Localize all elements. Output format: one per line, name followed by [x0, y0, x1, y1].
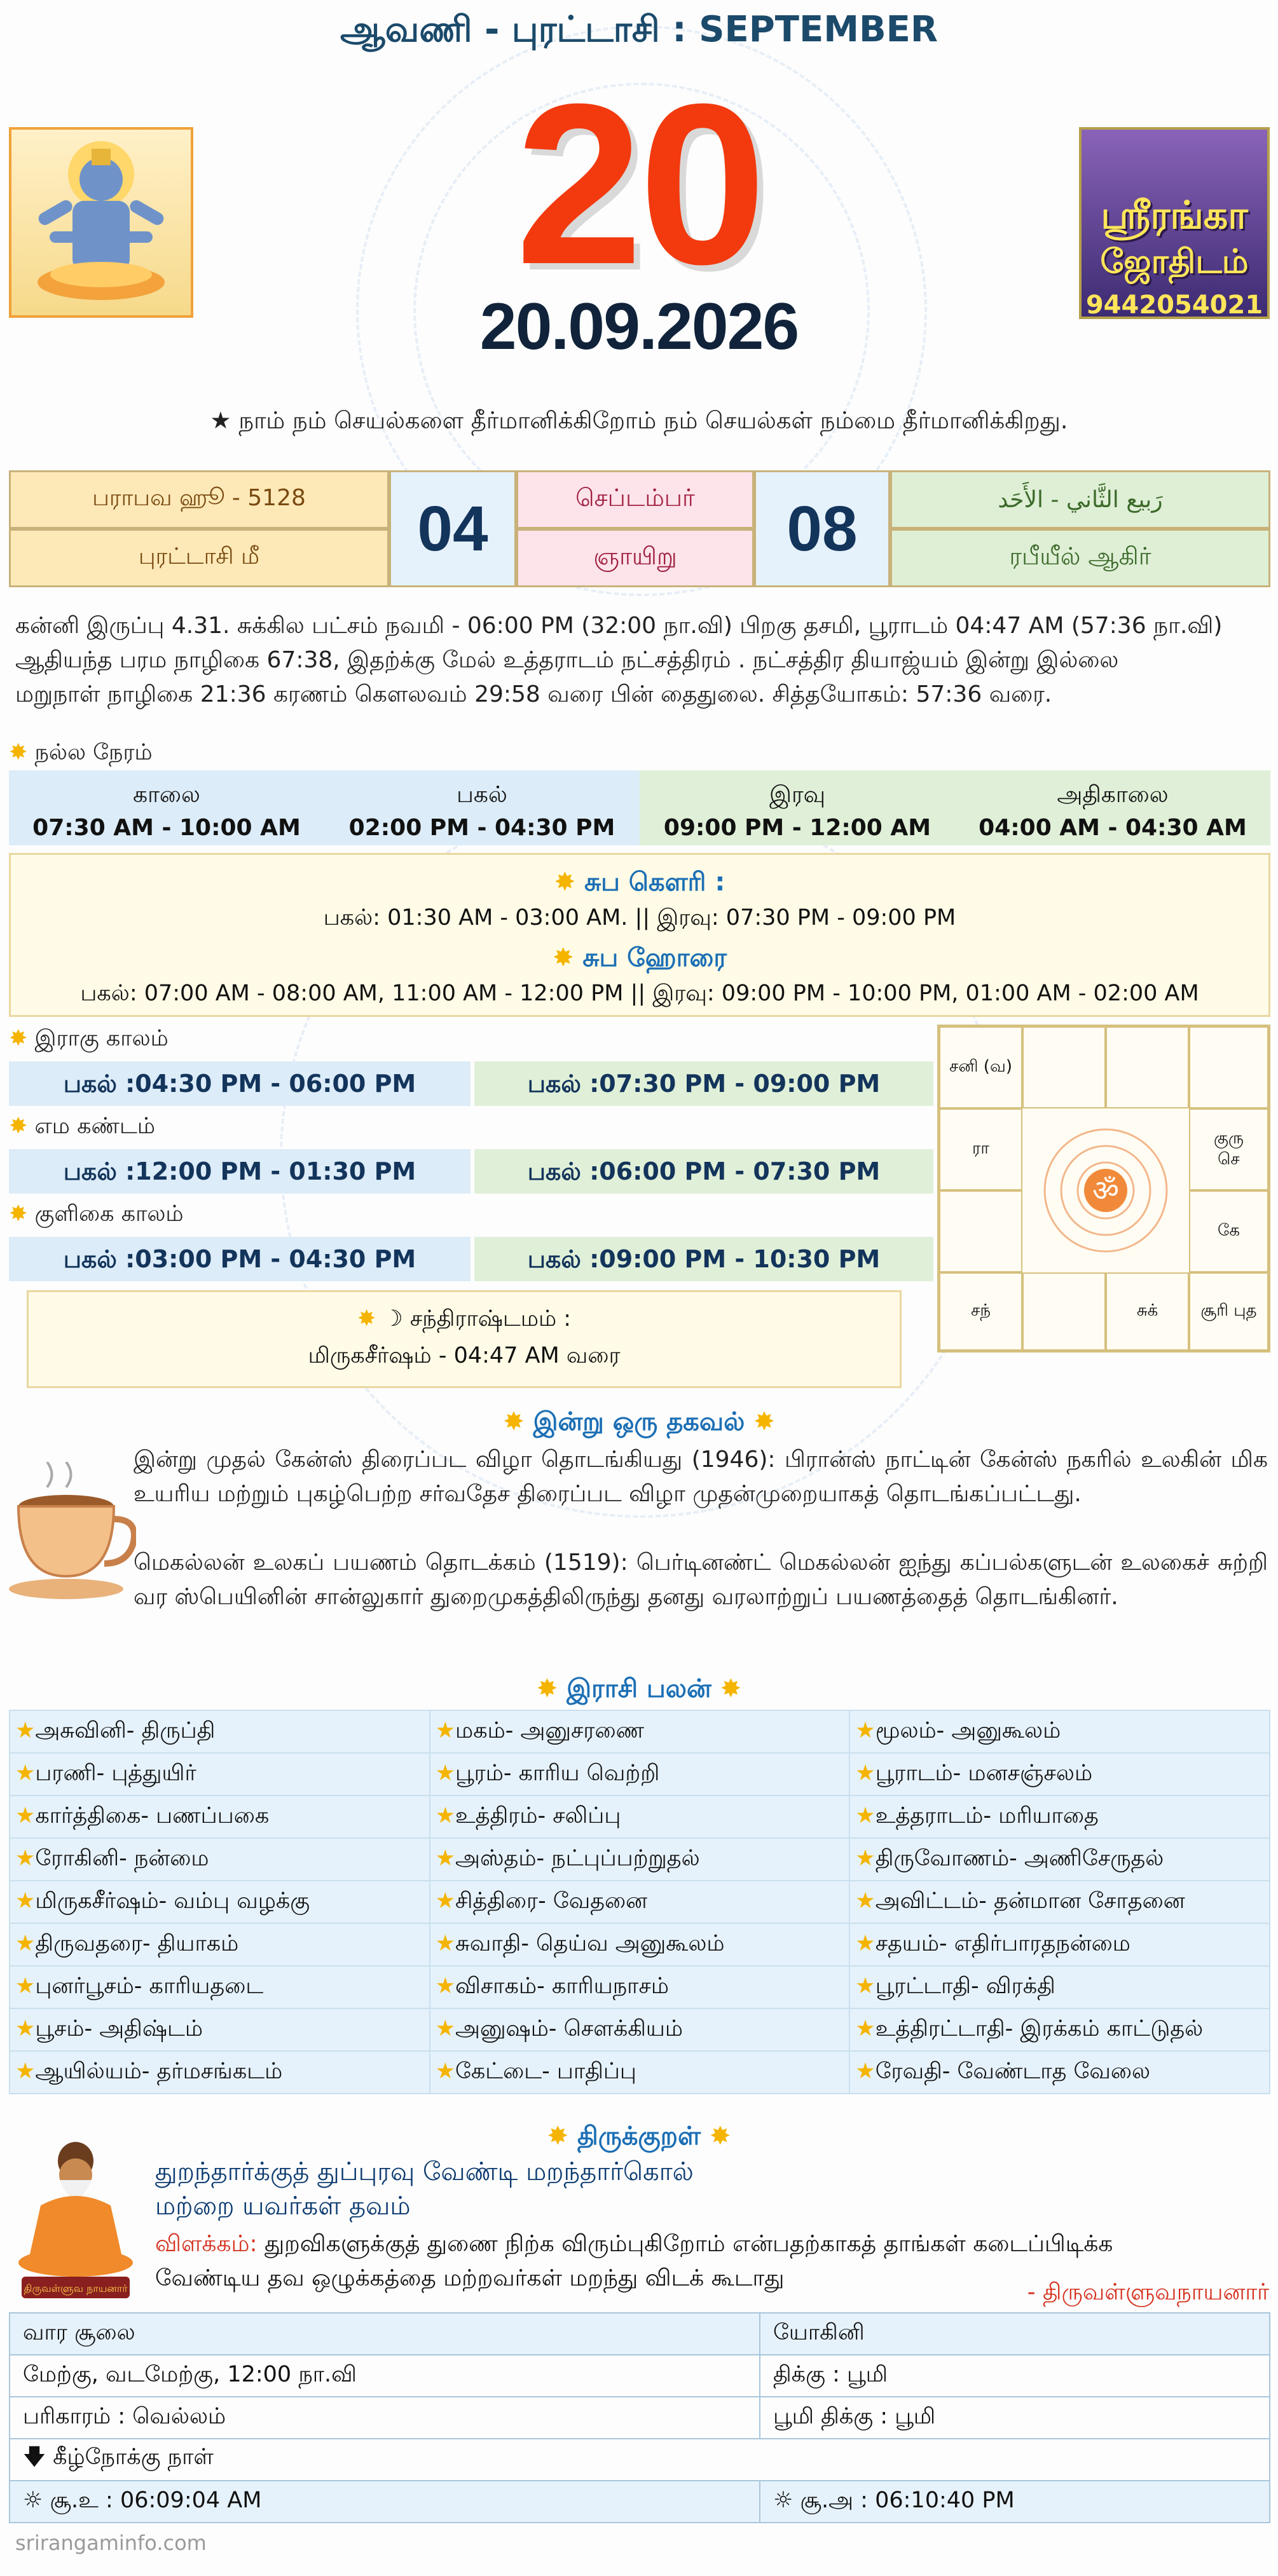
english-month-tile: செப்டம்பர் [516, 470, 754, 529]
star-icon: ★ [435, 1888, 456, 1914]
nalla-neram-slot: பகல் 02:00 PM - 04:30 PM [324, 770, 640, 845]
star-icon: ★ [15, 1930, 36, 1956]
logo-phone: 9442054021 [1085, 290, 1263, 320]
star-icon: ✸ [709, 2122, 731, 2151]
kural-explanation: விளக்கம்: துறவிகளுக்குத் துணை நிற்க விரும்புகிறோம் என்பதற்காகத் தாங்கள் கடைப்பிடிக்க [155, 2231, 1113, 2257]
chart-cell: சனி (வ) [939, 1026, 1022, 1108]
rasi-cell: ★விசாகம்- காரியநாசம் [430, 1966, 850, 2008]
star-icon: ✸ [503, 1407, 525, 1436]
ema-kandam-heading: ✸ எம கண்டம் [9, 1114, 156, 1139]
star-icon: ✸ [720, 1674, 742, 1703]
chart-cell: சந் [939, 1272, 1022, 1351]
site-footer[interactable]: srirangaminfo.com [15, 2531, 207, 2555]
logo-line1: ஸ்ரீரங்கா [1101, 193, 1248, 238]
star-icon: ★ [435, 1803, 456, 1829]
rasi-row [10, 1923, 1270, 1966]
info-paragraph: மெகல்லன் உலகப் பயணம் தொடக்கம் (1519): பெர்டினண்ட் மெகல்லன் ஐந்து கப்பல்களுடன் உலகைச் சுற்றி வர ஸ்பெயினின் சான்லுகார் துறைமுகத்திலிருந்து தனது வரலாற்றுப் பயணத்தைத் தொடங்கினர். [134, 1550, 1268, 1610]
star-icon: ★ [15, 1888, 36, 1914]
star-icon: ★ [855, 1930, 876, 1956]
kural-line-2: மற்றை யவர்கள் தவம் [155, 2191, 411, 2221]
chart-cell: ரா [939, 1108, 1022, 1190]
rasi-row [10, 1966, 1270, 2008]
weekday-tile: ஞாயிறு [516, 529, 754, 587]
rasi-cell: ★பூராடம்- மனசஞ்சலம் [849, 1753, 1270, 1796]
rasi-cell: ★அனுஷம்- சௌக்கியம் [430, 2008, 850, 2051]
star-icon: ★ [15, 1760, 36, 1786]
star-icon: ✸ [753, 1407, 775, 1436]
rasi-cell: ★சித்திரை- வேதனை [430, 1881, 850, 1923]
rasi-cell: ★உத்திரம்- சலிப்பு [430, 1796, 850, 1838]
rasi-palan-table [9, 1710, 1270, 2094]
chart-cell [1189, 1026, 1268, 1108]
kuligai-kalam-day: பகல் :03:00 PM - 04:30 PM [9, 1237, 471, 1281]
subha-gowri-heading: ✸ சுப கௌரி : [554, 868, 725, 897]
thiruvalluvar-image [9, 2136, 142, 2301]
rasi-row [10, 1796, 1270, 1838]
rasi-cell: ★சதயம்- எதிர்பாரதநன்மை [849, 1923, 1270, 1966]
rahu-kalam-heading: ✸ இராகு காலம் [9, 1026, 168, 1051]
rasi-cell: ★அஸ்தம்- நட்புப்பற்றுதல் [430, 1838, 850, 1881]
rasi-cell: ★மிருகசீர்ஷம்- வம்பு வழக்கு [10, 1881, 430, 1923]
rasi-cell: ★அவிட்டம்- தன்மான சோதனை [849, 1881, 1270, 1923]
star-icon: ★ [15, 1845, 36, 1871]
rasi-chart [937, 1025, 1270, 1353]
rasi-cell: ★பரணி- புத்துயிர் [10, 1753, 430, 1796]
chart-cell [1022, 1026, 1106, 1108]
om-icon [1036, 1121, 1176, 1260]
subha-hora-text: பகல்: 07:00 AM - 08:00 AM, 11:00 AM - 12:00 PM || இரவு: 09:00 PM - 10:00 PM, 01:00 AM - 02:00 AM [80, 981, 1199, 1006]
star-icon: ★ [855, 1803, 876, 1829]
star-icon: ★ [855, 1845, 876, 1871]
nalla-neram-slot: அதிகாலை 04:00 AM - 04:30 AM [955, 770, 1270, 845]
ema-kandam-day: பகல் :12:00 PM - 01:30 PM [9, 1149, 471, 1194]
svg-text:ॐ: ॐ [1092, 1173, 1119, 1208]
bhoomi-thikku: பூமி திக்கு : பூமி [760, 2397, 1270, 2439]
star-icon: ★ [435, 1760, 456, 1786]
sunrise: ☼ சூ.உ : 06:09:04 AM [10, 2481, 760, 2523]
sun-icon: ☼ [23, 2488, 43, 2513]
star-icon: ✸ [552, 943, 574, 972]
rahu-kalam-night: பகல் :07:30 PM - 09:00 PM [474, 1061, 933, 1106]
chandrashtamam-heading: ✸ ☽ சந்திராஷ்டமம் : [357, 1306, 572, 1332]
chart-cell [1106, 1026, 1189, 1108]
star-icon: ✸ [357, 1306, 376, 1332]
rasi-cell: ★அசுவினி- திருப்தி [10, 1710, 430, 1753]
star-icon: ★ [15, 2058, 36, 2084]
rasi-row [10, 1881, 1270, 1923]
star-icon: ★ [435, 1845, 456, 1871]
chart-cell: குரு செ [1189, 1108, 1268, 1190]
nalla-neram-heading: ✸ நல்ல நேரம் [9, 740, 153, 765]
star-icon: ★ [855, 2058, 876, 2084]
english-date-tile: 08 [754, 470, 890, 587]
hijri-month-tile: رَبيع الثَّاني - الأَحَد [890, 470, 1270, 529]
panchang-line: ஆதியந்த பரம நாழிகை 67:38, இதற்க்கு மேல் உத்தராடம் நட்சத்திரம் . நட்சத்திர தியாஜ்யம் இன்று இல்லை [15, 647, 1119, 673]
panchang-line: கன்னி இருப்பு 4.31. சுக்கில பட்சம் நவமி - 06:00 PM (32:00 நா.வி) பிறகு தசமி, பூராடம் 04:47 AM (57:36 நா.வி) [15, 613, 1223, 639]
info-heading: ✸ இன்று ஒரு தகவல் ✸ [503, 1407, 775, 1436]
kuligai-kalam-heading: ✸ குளிகை காலம் [9, 1201, 184, 1227]
star-icon: ★ [15, 1973, 36, 1999]
chart-cell: கே [1189, 1190, 1268, 1272]
star-icon: ★ [855, 1717, 876, 1743]
star-icon: ★ [435, 2015, 456, 2041]
star-icon: ★ [435, 1717, 456, 1743]
full-date: 20.09.2026 [479, 290, 799, 364]
rasi-cell: ★உத்தராடம்- மரியாதை [849, 1796, 1270, 1838]
tea-cup-icon [9, 1462, 136, 1608]
chandrashtamam-text: மிருகசீர்ஷம் - 04:47 AM வரை [308, 1343, 621, 1368]
srirangam-logo [1079, 127, 1270, 319]
star-icon: ✸ [554, 868, 576, 897]
yogini-value: திக்கு : பூமி [760, 2355, 1270, 2397]
star-icon: ★ [15, 1717, 36, 1743]
nalla-neram-slot: இரவு 09:00 PM - 12:00 AM [640, 770, 955, 845]
chart-cell [1022, 1272, 1106, 1351]
chart-cell [939, 1190, 1022, 1272]
tamil-month-tile: புரட்டாசி மீ [9, 529, 389, 587]
logo-line2: ஜோதிடம் [1100, 243, 1249, 281]
direction-day: 🡇 கீழ்நோக்கு நாள் [10, 2439, 1270, 2481]
month-title: ஆவணி - புரட்டாசி : SEPTEMBER [340, 9, 938, 50]
tamil-date-tile: 04 [389, 470, 516, 587]
star-icon: ✸ [9, 1026, 28, 1051]
vara-soolai-value: மேற்கு, வடமேற்கு, 12:00 நா.வி [10, 2355, 760, 2397]
rasi-cell: ★ஆயில்யம்- தர்மசங்கடம் [10, 2051, 430, 2094]
bottom-info-table [9, 2312, 1270, 2523]
vara-soolai-label: வார சூலை [10, 2313, 760, 2355]
rasi-cell: ★மூலம்- அனுகூலம் [849, 1710, 1270, 1753]
rasi-cell: ★மகம்- அனுசரணை [430, 1710, 850, 1753]
star-icon: ★ [435, 2058, 456, 2084]
star-icon: ★ [435, 1930, 456, 1956]
panchang-line: மறுநாள் நாழிகை 21:36 கரணம் கௌலவம் 29:58 வரை பின் தைதுலை. சித்தயோகம்: 57:36 வரை. [15, 681, 1052, 707]
rasi-row [10, 2051, 1270, 2094]
rasi-palan-heading: ✸ இராசி பலன் ✸ [536, 1674, 742, 1703]
star-icon: ★ [435, 1973, 456, 1999]
star-icon: ★ [15, 1803, 36, 1829]
saint-caption: திருவள்ளுவ நாயனார் [24, 2282, 128, 2294]
subha-gowri-text: பகல்: 01:30 AM - 03:00 AM. || இரவு: 07:30 PM - 09:00 PM [323, 905, 956, 930]
pariharam: பரிகாரம் : வெல்லம் [10, 2397, 760, 2439]
day-number: 20 [515, 57, 763, 312]
rasi-cell: ★ரேவதி- வேண்டாத வேலை [849, 2051, 1270, 2094]
star-icon: ★ [855, 1760, 876, 1786]
sun-icon: ☼ [773, 2488, 794, 2513]
arrow-down-icon: 🡇 [23, 2444, 46, 2470]
star-icon: ✸ [536, 1674, 558, 1703]
subha-box [9, 853, 1270, 1017]
rasi-cell: ★புனர்பூசம்- காரியதடை [10, 1966, 430, 2008]
star-icon: ★ [15, 2015, 36, 2041]
om-emblem [1022, 1108, 1189, 1272]
rasi-row [10, 1753, 1270, 1796]
chart-cell: சுக் [1106, 1272, 1189, 1351]
year-tile: பராபவ ஹூ - 5128 [9, 470, 389, 529]
kuligai-kalam-night: பகல் :09:00 PM - 10:30 PM [474, 1237, 933, 1281]
chandrashtamam-box [27, 1290, 902, 1388]
hijri-tamil-tile: ரபீயீல் ஆகிர் [890, 529, 1270, 587]
rasi-row [10, 1710, 1270, 1753]
yogini-label: யோகினி [760, 2313, 1270, 2355]
sunset: ☼ சூ.அ : 06:10:40 PM [760, 2481, 1270, 2523]
star-icon: ✸ [9, 1201, 28, 1227]
kural-heading: ✸ திருக்குறள் ✸ [547, 2122, 731, 2151]
rasi-row [10, 2008, 1270, 2051]
star-icon: ★ [855, 1973, 876, 1999]
rasi-cell: ★பூசம்- அதிஷ்டம் [10, 2008, 430, 2051]
info-paragraph: இன்று முதல் கேன்ஸ் திரைப்பட விழா தொடங்கியது (1946): பிரான்ஸ் நாட்டின் கேன்ஸ் நகரில் உலகின் மிக உயரிய மற்றும் புகழ்பெற்ற சர்வதேச திரைப்பட விழா முதன்முறையாகத் தொடங்கப்பட்டது. [134, 1447, 1268, 1507]
kural-explanation-2: வேண்டிய தவ ஒழுக்கத்தை மற்றவர்கள் மறந்து விடக் கூடாது [155, 2265, 785, 2291]
rasi-cell: ★திருவோணம்- அணிசேருதல் [849, 1838, 1270, 1881]
star-icon: ✸ [9, 1114, 28, 1139]
subha-hora-heading: ✸ சுப ஹோரை [552, 943, 727, 972]
rasi-cell: ★பூரம்- காரிய வெற்றி [430, 1753, 850, 1796]
star-icon: ★ [855, 1888, 876, 1914]
star-icon: ✸ [9, 740, 28, 765]
daily-quote: ★ நாம் நம் செயல்களை தீர்மானிக்கிறோம் நம் செயல்கள் நம்மை தீர்மானிக்கிறது. [210, 407, 1068, 434]
chart-cell: சூரி புத [1189, 1272, 1268, 1351]
panchang-details [15, 609, 1261, 712]
rasi-row [10, 1838, 1270, 1881]
kural-author: - திருவள்ளுவநாயனார் [1027, 2279, 1269, 2305]
rasi-cell: ★திருவதரை- தியாகம் [10, 1923, 430, 1966]
kural-line-1: துறந்தார்க்குத் துப்புரவு வேண்டி மறந்தார்கொல் [155, 2157, 694, 2186]
star-icon: ★ [855, 2015, 876, 2041]
rasi-cell: ★சுவாதி- தெய்வ அனுகூலம் [430, 1923, 850, 1966]
rahu-kalam-day: பகல் :04:30 PM - 06:00 PM [9, 1061, 471, 1106]
moon-icon: ☽ [383, 1306, 403, 1332]
rasi-cell: ★கேட்டை- பாதிப்பு [430, 2051, 850, 2094]
rasi-cell: ★கார்த்திகை- பணப்பகை [10, 1796, 430, 1838]
rasi-cell: ★பூரட்டாதி- விரக்தி [849, 1966, 1270, 2008]
rasi-cell: ★உத்திரட்டாதி- இரக்கம் காட்டுதல் [849, 2008, 1270, 2051]
star-icon: ✸ [547, 2122, 569, 2151]
nalla-neram-slot: காலை 07:30 AM - 10:00 AM [9, 770, 324, 845]
ema-kandam-night: பகல் :06:00 PM - 07:30 PM [474, 1149, 933, 1194]
rasi-cell: ★ரோகினி- நன்மை [10, 1838, 430, 1881]
